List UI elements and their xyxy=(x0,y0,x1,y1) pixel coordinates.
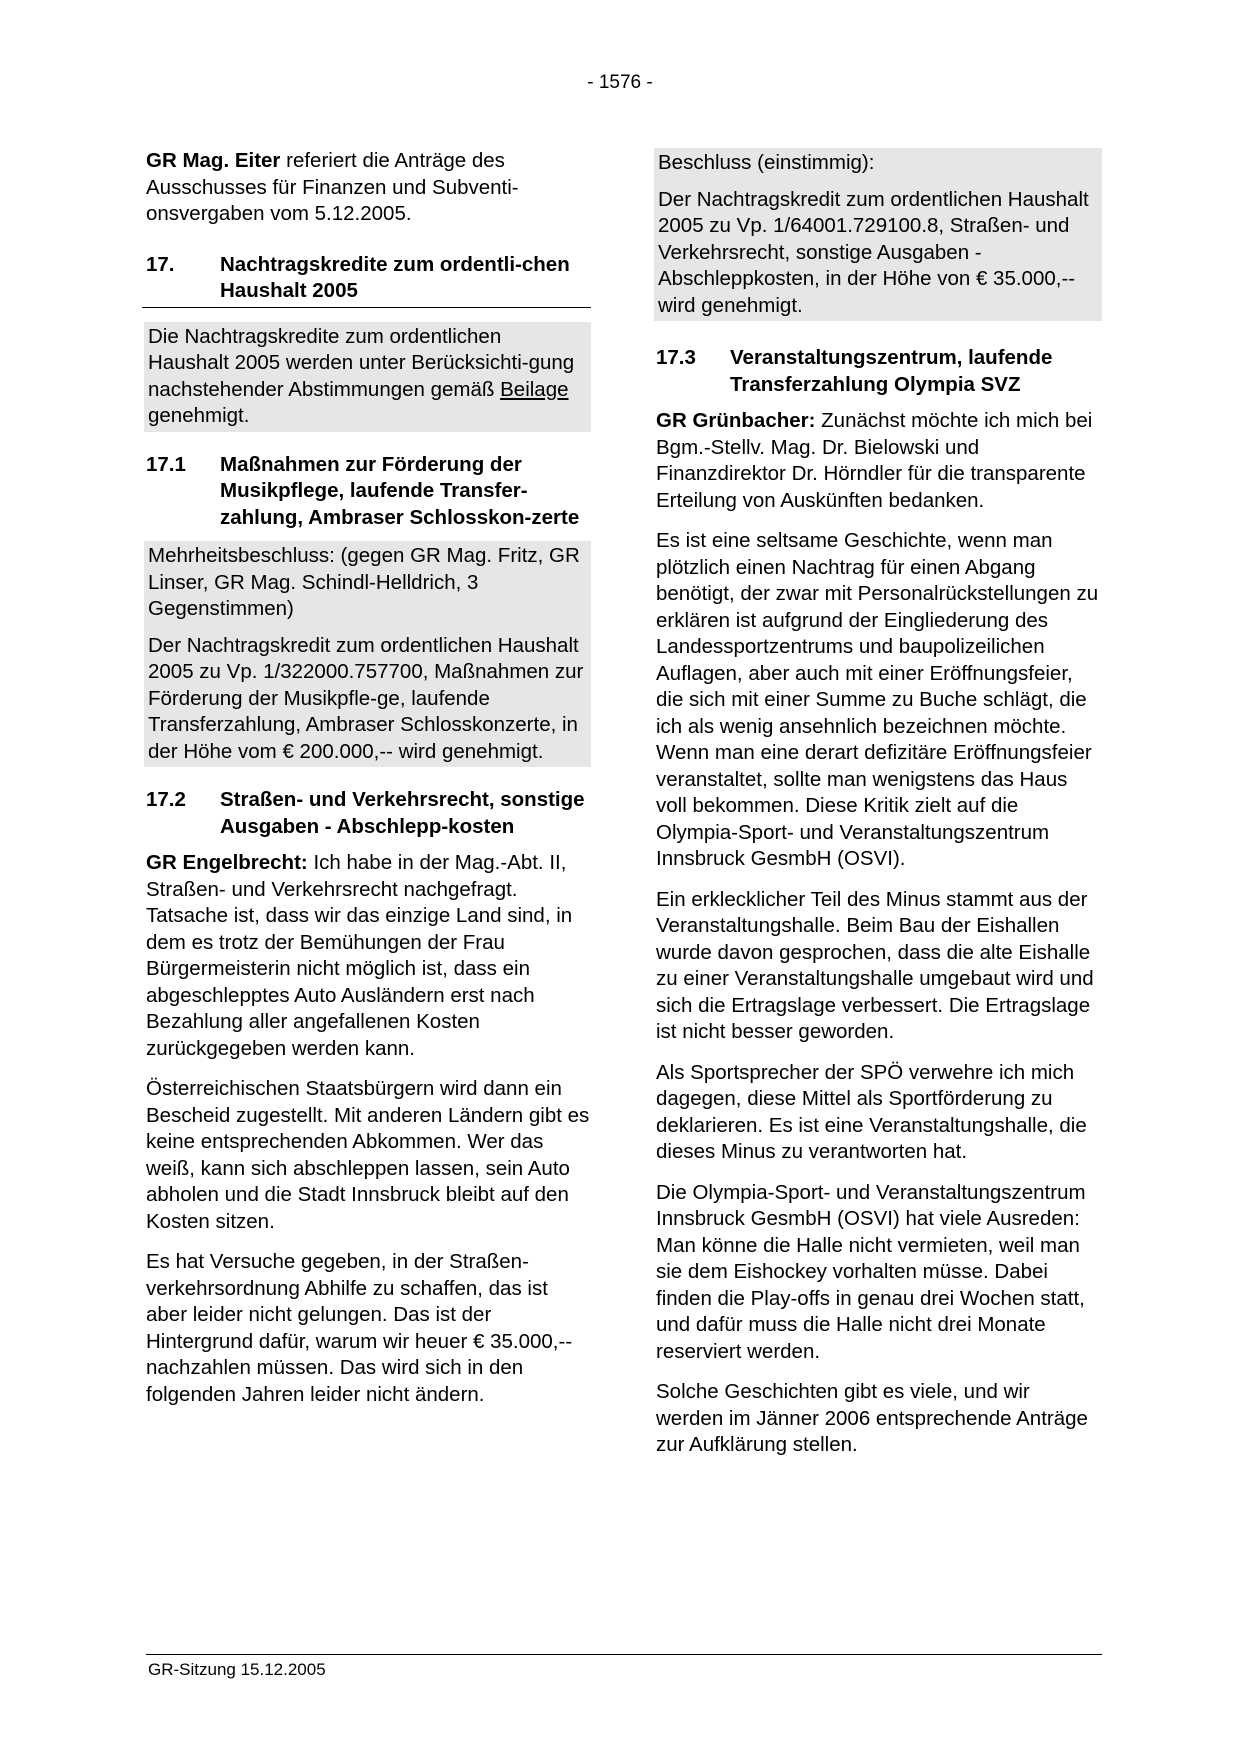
body-paragraph: Als Sportsprecher der SPÖ verwehre ich mich dagegen, diese Mittel als Sportförderung zu deklarieren. Es ist eine Veranstaltungshalle, die dieses Minus zu verantworten hat. xyxy=(656,1060,1087,1163)
body-paragraph: Die Olympia-Sport- und Veranstaltungszentrum Innsbruck GesmbH (OSVI) hat viele Ausreden: Man könne die Halle nicht vermieten, weil man sie dem Eishockey vorhalten müsse. Dabei finden die Play-offs in genau drei Wochen statt, und dafür muss die Halle nicht drei Monate reserviert werden. xyxy=(656,1180,1086,1363)
body-paragraph: Solche Geschichten gibt es viele, und wir werden im Jänner 2006 entsprechende Anträge zur Aufklärung stellen. xyxy=(656,1380,1088,1456)
right-column xyxy=(656,148,1102,1473)
body-paragraph: Es ist eine seltsame Geschichte, wenn man plötzlich einen Nachtrag für einen Abgang benötigt, der zwar mit Personalrückstellungen zu erklären ist aufgrund der Eingliederung des Landessportzentrums und baupolizeilichen Auflagen, aber auch mit einer Eröffnungsfeier, die sich mit einer Summe zu Buche schlägt, die ich als wenig ansehnlich bezeichnen möchte. Wenn man eine derart defizitäre Eröffnungsfeier veranstaltet, sollte man wenigstens das Haus voll bekommen. Diese Kritik zielt auf die Olympia-Sport- und Veranstaltungszentrum Innsbruck GesmbH (OSVI). xyxy=(656,529,1099,870)
body-paragraph: GR Engelbrecht: Ich habe in der Mag.-Abt. II, Straßen- und Verkehrsrecht nachgefragt. Tatsache ist, dass wir das einzige Land sind, in dem es trotz der Bemühungen der Frau Bürgermeisterin nicht möglich ist, dass ein abgeschlepptes Auto Ausländern erst nach Bezahlung aller angefallenen Kosten zurückgegeben werden kann. xyxy=(146,851,573,1060)
speaker-name: GR Grünbacher: xyxy=(656,409,816,432)
body-paragraph: Es hat Versuche gegeben, in der Straßen-verkehrsordnung Abhilfe zu schaffen, das ist aber leider nicht gelungen. Das ist der Hintergrund dafür, warum wir heuer € 35.000,-- nachzahlen müssen. Das wird sich in den folgenden Jahren leider nicht ändern. xyxy=(146,1250,573,1406)
intro-paragraph xyxy=(146,148,591,228)
section-17-2-heading xyxy=(146,787,591,840)
section-17-heading xyxy=(142,252,591,308)
section-number: 17. xyxy=(146,252,175,276)
section-number: 17.2 xyxy=(146,788,186,811)
page-number: - 1576 - xyxy=(587,72,653,93)
section-title: Veranstaltungszentrum, laufende Transferzahlung Olympia SVZ xyxy=(730,346,1053,396)
resolution-text: Die Nachtragskredite zum ordentlichen Haushalt 2005 werden unter Berücksichti-gung nachstehender Abstimmungen gemäß Beilage genehmigt. xyxy=(148,324,575,427)
section-number: 17.3 xyxy=(656,346,696,369)
footer-text: GR-Sitzung 15.12.2005 xyxy=(148,1660,326,1679)
vote-text: Mehrheitsbeschluss: (gegen GR Mag. Fritz, GR Linser, GR Mag. Schindl-Helldrich, 3 Gegenstimmen) xyxy=(148,544,580,620)
body-paragraph: GR Grünbacher: Zunächst möchte ich mich bei Bgm.-Stellv. Mag. Dr. Bielowski und Finanzdirektor Dr. Hörndler für die transparente Erteilung von Auskünften bedanken. xyxy=(656,409,1093,512)
beilage-link[interactable]: Beilage xyxy=(500,377,569,401)
section-17-3-heading xyxy=(656,345,1102,398)
section-number: 17.1 xyxy=(146,452,186,476)
footer-divider xyxy=(146,1654,1102,1655)
resolution-text: Der Nachtragskredit zum ordentlichen Haushalt 2005 zu Vp. 1/64001.729100.8, Straßen- und Verkehrsrecht, sonstige Ausgaben - Abschleppkosten, in der Höhe von € 35.000,-- wird genehmigt. xyxy=(658,187,1089,317)
section-title: Straßen- und Verkehrsrecht, sonstige Ausgaben - Abschlepp-kosten xyxy=(220,788,585,838)
speaker-name: GR Engelbrecht: xyxy=(146,851,308,874)
section-title: Maßnahmen zur Förderung der Musikpflege, laufende Transfer-zahlung, Ambraser Schlosskon-zerte xyxy=(220,452,580,529)
resolution-box xyxy=(654,148,1102,321)
vote-text: Beschluss (einstimmig): xyxy=(658,151,875,174)
resolution-box xyxy=(144,322,591,432)
resolution-text: Der Nachtragskredit zum ordentlichen Haushalt 2005 zu Vp. 1/322000.757700, Maßnahmen zur Förderung der Musikpfle-ge, laufende Transferzahlung, Ambraser Schlosskonzerte, in der Höhe vom € 200.000,-- wird genehmigt. xyxy=(148,633,584,763)
resolution-box xyxy=(144,541,591,767)
body-paragraph: Österreichischen Staatsbürgern wird dann ein Bescheid zugestellt. Mit anderen Ländern gibt es keine entsprechenden Abkommen. Wer das weiß, kann sich abschleppen lassen, sein Auto abholen und die Stadt Innsbruck bleibt auf den Kosten sitzen. xyxy=(146,1077,590,1233)
speaker-name: GR Mag. Eiter xyxy=(146,149,281,172)
body-paragraph: Ein erklecklicher Teil des Minus stammt aus der Veranstaltungshalle. Beim Bau der Eishallen wurde davon gesprochen, dass die alte Eishalle zu einer Veranstaltungshalle umgebaut wird und sich die Ertragslage verbessert. Die Ertragslage ist nicht besser geworden. xyxy=(656,887,1094,1043)
left-column xyxy=(146,148,591,1422)
section-title: Nachtragskredite zum ordentli-chen Haushalt 2005 xyxy=(220,252,570,302)
section-17-1-heading xyxy=(146,452,591,532)
intro-text: referiert die Anträge des Ausschusses für Finanzen und Subventi-onsvergaben vom 5.12.2005. xyxy=(146,149,519,225)
